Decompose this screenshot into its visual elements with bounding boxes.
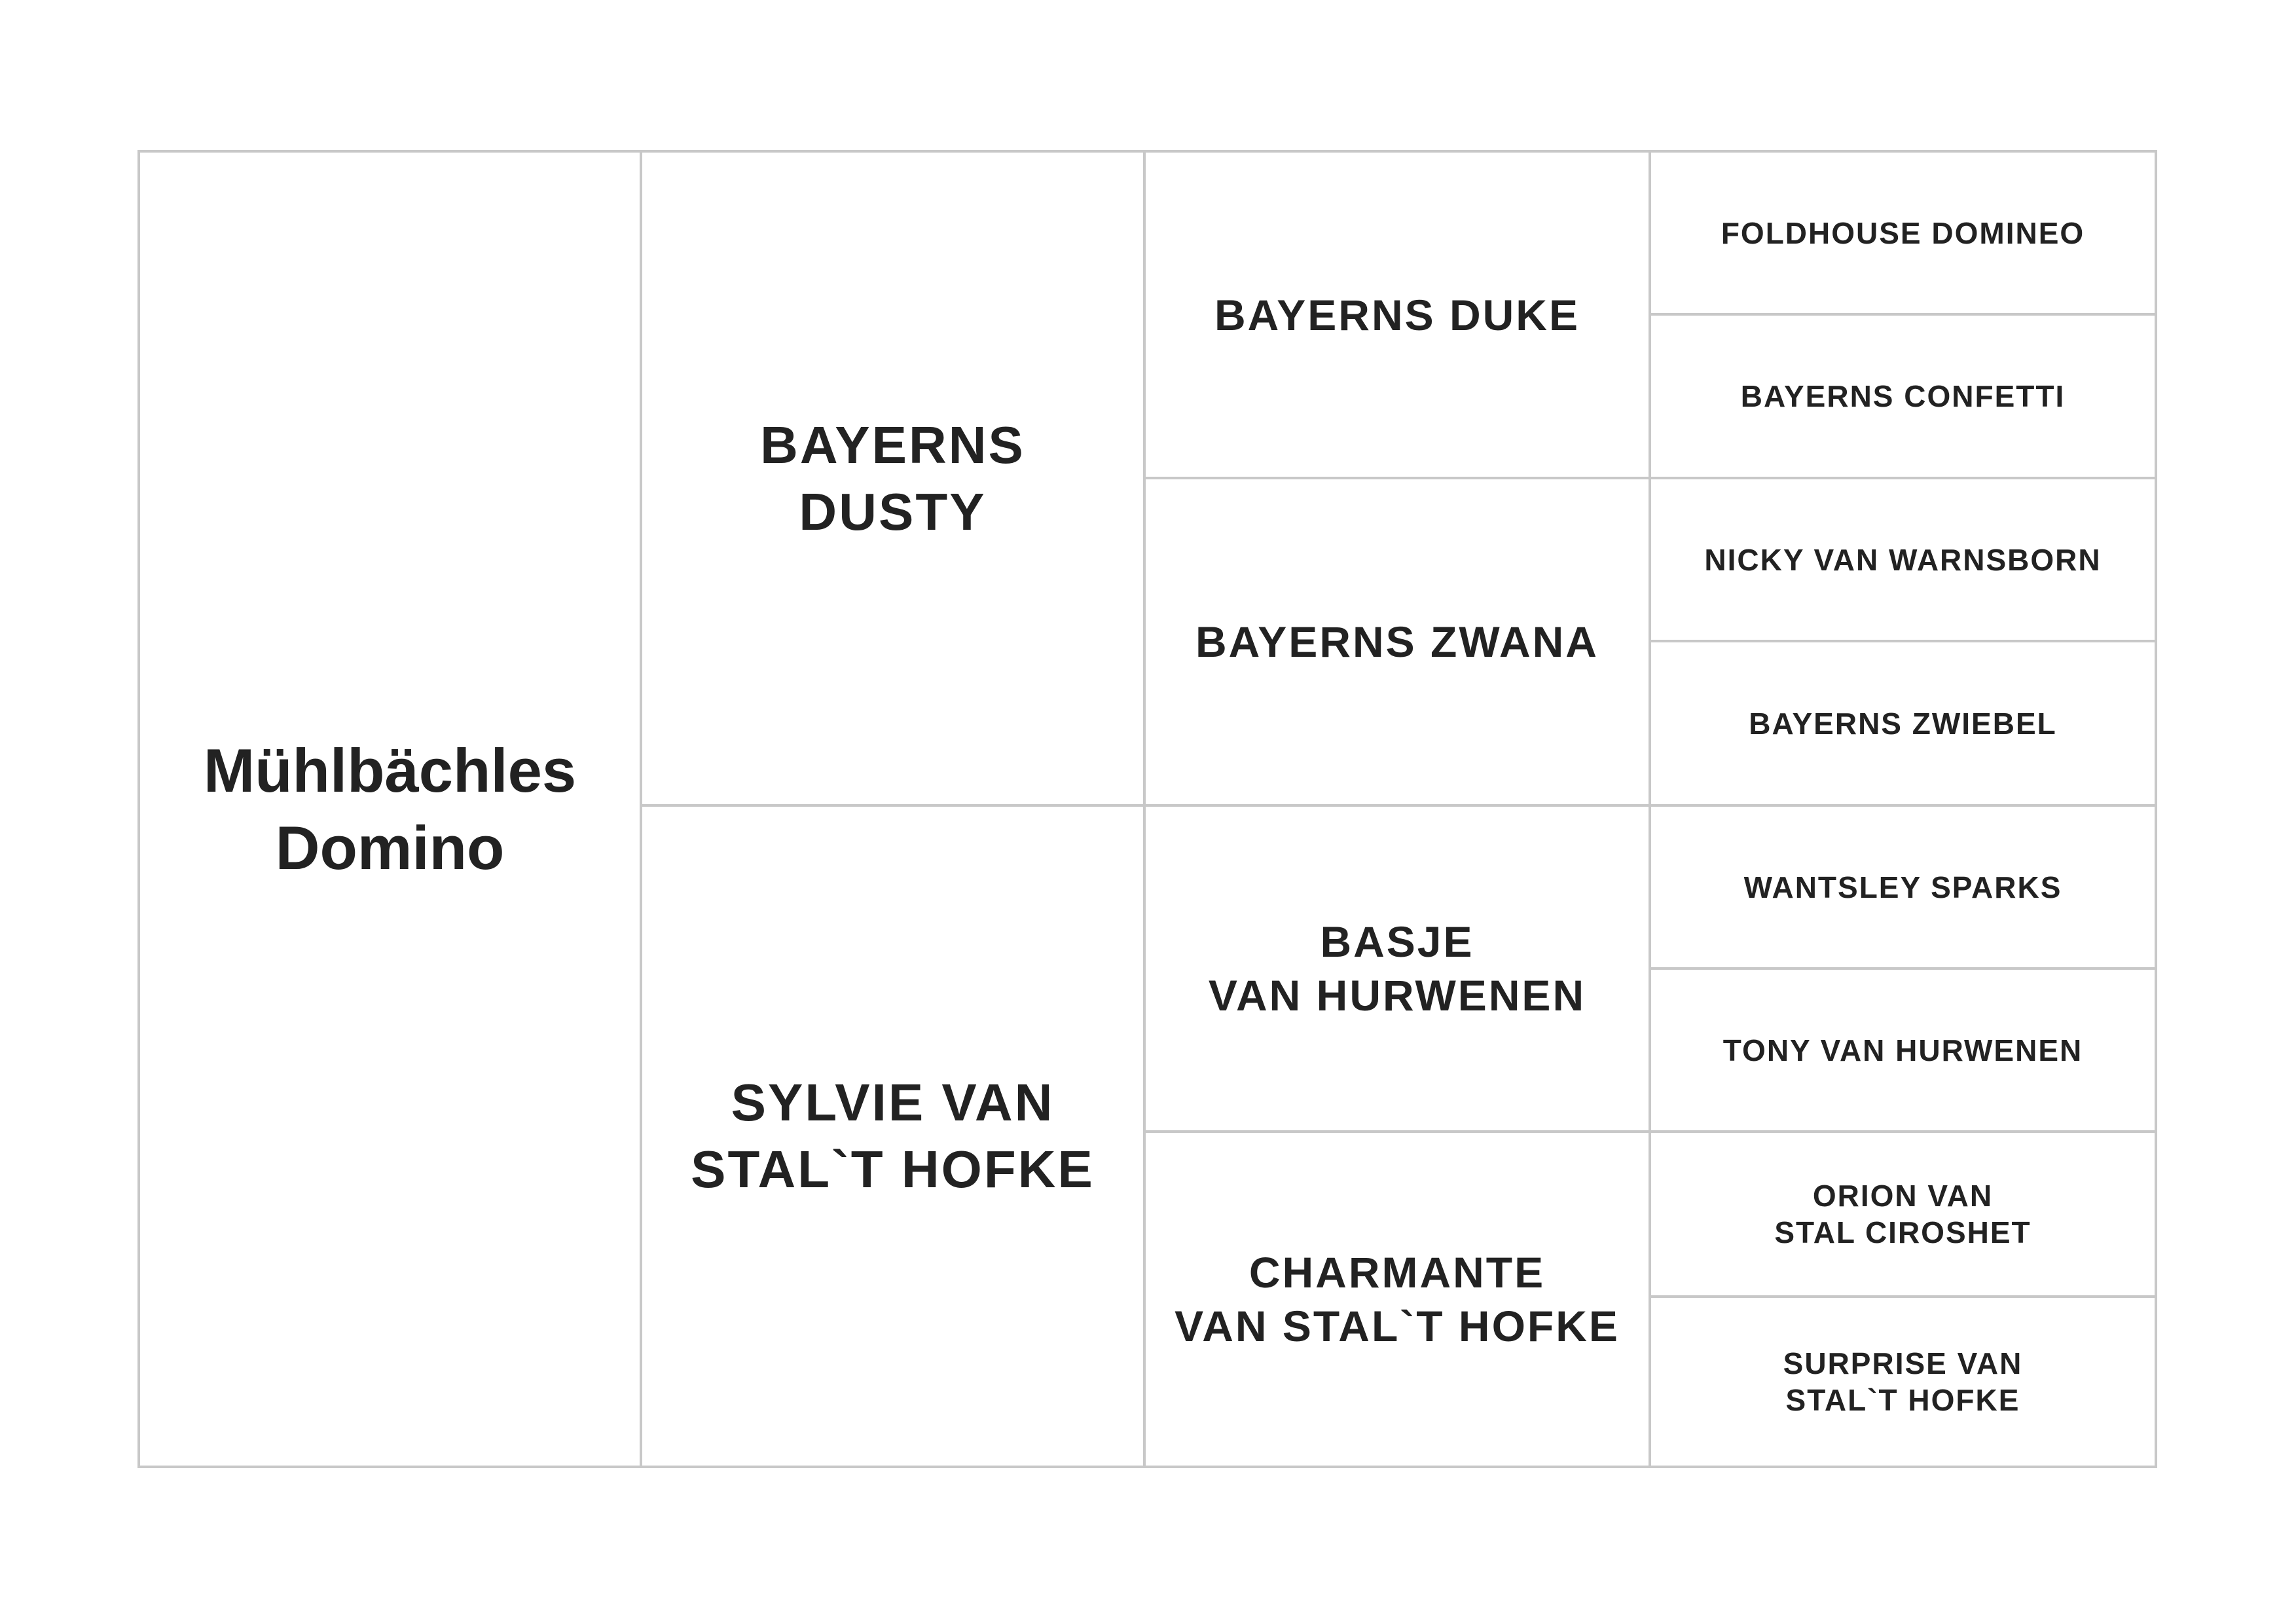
sire-sire-dam: BAYERNS CONFETTI [1649,313,2157,479]
dam-sire-sire: WANTSLEY SPARKS [1649,804,2157,970]
subject-horse: Mühlbächles Domino [137,150,642,1468]
sire-dam-dam: BAYERNS ZWIEBEL [1649,640,2157,807]
dam-dam: CHARMANTE VAN STAL`T HOFKE [1143,1130,1651,1468]
sire-dam: BAYERNS ZWANA [1143,477,1651,807]
dam-dam-dam: SURPRISE VAN STAL`T HOFKE [1649,1295,2157,1468]
sire-sire-sire: FOLDHOUSE DOMINEO [1649,150,2157,316]
dam-sire-dam: TONY VAN HURWENEN [1649,967,2157,1133]
dam-dam-sire: ORION VAN STAL CIROSHET [1649,1130,2157,1298]
dam-sire: BASJE VAN HURWENEN [1143,804,1651,1133]
sire-sire: BAYERNS DUKE [1143,150,1651,479]
sire-dam-sire: NICKY VAN WARNSBORN [1649,477,2157,642]
dam: SYLVIE VAN STAL`T HOFKE [640,804,1146,1468]
sire: BAYERNS DUSTY [640,150,1146,807]
